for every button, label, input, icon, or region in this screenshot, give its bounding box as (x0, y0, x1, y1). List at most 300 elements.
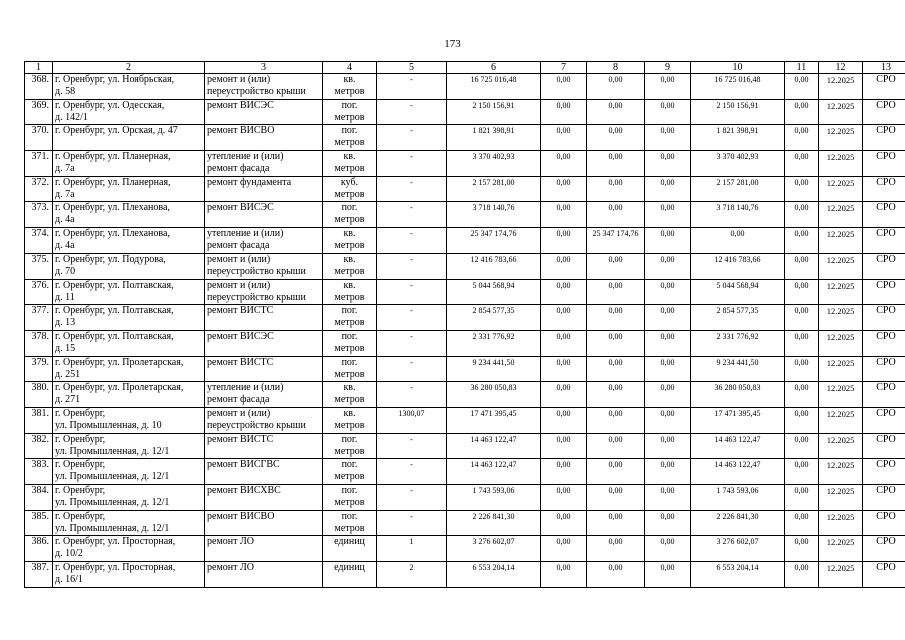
federal-funds-cell (541, 202, 587, 228)
specific-cost-cell-line: 0,00 (794, 357, 809, 367)
unit-cell-line: единиц (334, 562, 365, 574)
total-cost-cell-line: 3 370 402,93 (472, 152, 515, 162)
local-funds-cell-line: 0,00 (660, 254, 675, 264)
work-type-cell-line: переустройство крыши (207, 291, 306, 303)
address-cell-line: ул. Промышленная, д. 12/1 (55, 522, 170, 534)
address-cell-line: г. Оренбург, ул. Полтавская, (55, 279, 174, 291)
row-number-cell-line: 384. (31, 485, 49, 496)
federal-funds-cell-line: 0,00 (556, 229, 571, 239)
unit-cell-line: метров (334, 214, 365, 226)
total-cost-cell (447, 536, 541, 562)
table-row (25, 99, 905, 125)
address-cell (53, 151, 205, 177)
local-funds-cell-line: 0,00 (660, 383, 675, 393)
method-cell (863, 562, 905, 588)
federal-funds-cell-line: 0,00 (556, 254, 571, 264)
quantity-cell (377, 382, 447, 408)
table-row (25, 228, 905, 254)
deadline-cell-line: 12.2025 (826, 357, 855, 368)
method-cell (863, 74, 905, 100)
regional-funds-cell-line: 0,00 (608, 177, 623, 187)
owner-funds-cell (691, 459, 785, 485)
unit-cell-line: метров (334, 240, 365, 252)
row-number-cell (25, 125, 53, 151)
unit-cell-line: метров (334, 137, 365, 149)
unit-cell (323, 125, 377, 151)
method-cell (863, 125, 905, 151)
total-cost-cell (447, 382, 541, 408)
address-cell (53, 305, 205, 331)
address-cell-line: г. Оренбург, ул. Плеханова, (55, 228, 170, 240)
owner-funds-cell-line: 3 718 140,76 (716, 203, 759, 213)
table-row (25, 510, 905, 536)
specific-cost-cell (785, 433, 819, 459)
total-cost-cell (447, 228, 541, 254)
local-funds-cell-line: 0,00 (660, 126, 675, 136)
row-number-cell (25, 330, 53, 356)
regional-funds-cell-line: 0,00 (608, 75, 623, 84)
local-funds-cell (645, 459, 691, 485)
federal-funds-cell-line: 0,00 (556, 486, 571, 495)
regional-funds-cell (587, 279, 645, 305)
address-cell-line: д. 7а (55, 188, 75, 200)
specific-cost-cell-line: 0,00 (794, 229, 809, 239)
federal-funds-cell-line: 0,00 (556, 126, 571, 136)
specific-cost-cell-line: 0,00 (794, 408, 809, 418)
method-cell-line: СРО (876, 228, 896, 240)
quantity-cell (377, 485, 447, 511)
total-cost-cell (447, 151, 541, 177)
unit-cell-line: кв. (343, 279, 356, 291)
quantity-cell-line: - (410, 306, 413, 316)
owner-funds-cell-line: 14 463 122,47 (714, 460, 761, 470)
owner-funds-cell-line: 36 280 050,83 (714, 383, 761, 393)
federal-funds-cell (541, 382, 587, 408)
method-cell (863, 305, 905, 331)
row-number-cell-line: 369. (31, 99, 49, 111)
row-number-cell-line: 372. (31, 176, 49, 188)
specific-cost-cell (785, 485, 819, 511)
owner-funds-cell-line: 1 821 398,91 (716, 126, 759, 136)
federal-funds-cell (541, 279, 587, 305)
row-number-cell-line: 383. (31, 459, 49, 471)
deadline-cell-line: 12.2025 (826, 331, 855, 342)
specific-cost-cell-line: 0,00 (794, 563, 809, 573)
federal-funds-cell-line: 0,00 (556, 100, 571, 110)
row-number-cell (25, 253, 53, 279)
work-type-cell (205, 279, 323, 305)
owner-funds-cell (691, 74, 785, 100)
local-funds-cell (645, 253, 691, 279)
unit-cell (323, 433, 377, 459)
method-cell-line: СРО (876, 99, 896, 111)
address-cell (53, 407, 205, 433)
total-cost-cell (447, 510, 541, 536)
unit-cell (323, 202, 377, 228)
work-type-cell (205, 202, 323, 228)
deadline-cell (819, 459, 863, 485)
federal-funds-cell (541, 356, 587, 382)
registry-table (24, 61, 905, 588)
owner-funds-cell (691, 305, 785, 331)
total-cost-cell-line: 36 280 050,83 (470, 383, 517, 393)
local-funds-cell (645, 228, 691, 254)
federal-funds-cell-line: 0,00 (556, 511, 571, 521)
deadline-cell (819, 279, 863, 305)
regional-funds-cell (587, 536, 645, 562)
row-number-cell-line: 377. (31, 305, 49, 317)
quantity-cell-line: - (410, 203, 413, 213)
table-row (25, 459, 905, 485)
federal-funds-cell (541, 125, 587, 151)
unit-cell-line: пог. (341, 125, 358, 137)
table-row (25, 253, 905, 279)
quantity-cell-line: - (410, 152, 413, 162)
deadline-cell-line: 12.2025 (826, 229, 855, 240)
address-cell (53, 202, 205, 228)
row-number-cell (25, 356, 53, 382)
row-number-cell (25, 407, 53, 433)
row-number-cell (25, 459, 53, 485)
work-type-cell-line: ремонт и (или) (207, 279, 271, 291)
work-type-cell (205, 305, 323, 331)
quantity-cell (377, 125, 447, 151)
unit-cell (323, 562, 377, 588)
local-funds-cell (645, 176, 691, 202)
regional-funds-cell-line: 0,00 (608, 537, 623, 547)
column-header: 7 (541, 62, 587, 74)
row-number-cell (25, 74, 53, 100)
quantity-cell-line: - (410, 254, 413, 264)
work-type-cell (205, 176, 323, 202)
column-header: 4 (323, 62, 377, 74)
specific-cost-cell-line: 0,00 (794, 486, 809, 495)
address-cell-line: г. Оренбург, (55, 459, 106, 471)
method-cell (863, 407, 905, 433)
owner-funds-cell-line: 6 553 204,14 (716, 563, 759, 573)
row-number-cell-line: 373. (31, 202, 49, 214)
deadline-cell-line: 12.2025 (826, 75, 855, 85)
work-type-cell-line: ремонт ВИСЭС (207, 330, 274, 342)
regional-funds-cell-line: 0,00 (608, 511, 623, 521)
federal-funds-cell (541, 176, 587, 202)
unit-cell (323, 176, 377, 202)
unit-cell-line: единиц (334, 536, 365, 548)
method-cell (863, 433, 905, 459)
local-funds-cell-line: 0,00 (660, 306, 675, 316)
work-type-cell (205, 459, 323, 485)
regional-funds-cell-line: 0,00 (608, 408, 623, 418)
federal-funds-cell (541, 536, 587, 562)
column-header: 10 (691, 62, 785, 74)
total-cost-cell (447, 433, 541, 459)
local-funds-cell (645, 202, 691, 228)
row-number-cell (25, 536, 53, 562)
work-type-cell-line: ремонт и (или) (207, 74, 271, 85)
unit-cell-line: пог. (341, 99, 358, 111)
row-number-cell-line: 371. (31, 151, 49, 163)
table-row (25, 330, 905, 356)
deadline-cell (819, 356, 863, 382)
method-cell-line: СРО (876, 433, 896, 445)
total-cost-cell-line: 16 725 016,48 (470, 75, 517, 84)
total-cost-cell (447, 279, 541, 305)
method-cell-line: СРО (876, 74, 896, 85)
method-cell-line: СРО (876, 356, 896, 368)
method-cell (863, 330, 905, 356)
federal-funds-cell-line: 0,00 (556, 152, 571, 162)
specific-cost-cell (785, 99, 819, 125)
row-number-cell (25, 279, 53, 305)
unit-cell (323, 356, 377, 382)
deadline-cell (819, 176, 863, 202)
method-cell-line: СРО (876, 536, 896, 548)
quantity-cell (377, 176, 447, 202)
row-number-cell (25, 305, 53, 331)
row-number-cell (25, 202, 53, 228)
owner-funds-cell (691, 562, 785, 588)
quantity-cell (377, 74, 447, 100)
local-funds-cell-line: 0,00 (660, 75, 675, 84)
method-cell-line: СРО (876, 485, 896, 496)
specific-cost-cell (785, 125, 819, 151)
owner-funds-cell-line: 2 157 281,00 (716, 177, 759, 187)
regional-funds-cell (587, 99, 645, 125)
table-row (25, 74, 905, 100)
unit-cell (323, 279, 377, 305)
quantity-cell-line: - (410, 511, 413, 521)
deadline-cell-line: 12.2025 (826, 486, 855, 496)
address-cell (53, 253, 205, 279)
total-cost-cell (447, 459, 541, 485)
federal-funds-cell-line: 0,00 (556, 357, 571, 367)
unit-cell-line: пог. (341, 330, 358, 342)
column-number-row (25, 62, 905, 74)
local-funds-cell (645, 510, 691, 536)
row-number-cell-line: 386. (31, 536, 49, 548)
work-type-cell (205, 433, 323, 459)
regional-funds-cell (587, 510, 645, 536)
local-funds-cell (645, 74, 691, 100)
owner-funds-cell-line: 2 854 577,35 (716, 306, 759, 316)
federal-funds-cell (541, 151, 587, 177)
address-cell-line: д. 15 (55, 342, 76, 354)
method-cell (863, 99, 905, 125)
row-number-cell (25, 510, 53, 536)
quantity-cell (377, 510, 447, 536)
deadline-cell-line: 12.2025 (826, 126, 855, 137)
address-cell (53, 125, 205, 151)
federal-funds-cell (541, 253, 587, 279)
unit-cell-line: метров (334, 86, 365, 97)
federal-funds-cell-line: 0,00 (556, 383, 571, 393)
regional-funds-cell (587, 151, 645, 177)
local-funds-cell-line: 0,00 (660, 486, 675, 495)
work-type-cell (205, 485, 323, 511)
unit-cell-line: кв. (343, 74, 356, 85)
owner-funds-cell-line: 0,00 (730, 229, 745, 239)
total-cost-cell (447, 74, 541, 100)
regional-funds-cell (587, 459, 645, 485)
owner-funds-cell (691, 536, 785, 562)
work-type-cell-line: ремонт ВИСЭС (207, 202, 274, 214)
work-type-cell-line: ремонт и (или) (207, 407, 271, 419)
unit-cell-line: пог. (341, 459, 358, 471)
owner-funds-cell-line: 14 463 122,47 (714, 434, 761, 444)
deadline-cell (819, 305, 863, 331)
unit-cell-line: куб. (340, 176, 359, 188)
table-row (25, 279, 905, 305)
address-cell (53, 562, 205, 588)
local-funds-cell (645, 125, 691, 151)
total-cost-cell-line: 3 276 602,07 (472, 537, 515, 547)
work-type-cell-line: ремонт ВИСТС (207, 305, 274, 317)
regional-funds-cell (587, 433, 645, 459)
federal-funds-cell-line: 0,00 (556, 408, 571, 418)
local-funds-cell-line: 0,00 (660, 460, 675, 470)
specific-cost-cell-line: 0,00 (794, 203, 809, 213)
unit-cell-line: пог. (341, 433, 358, 445)
specific-cost-cell-line: 0,00 (794, 100, 809, 110)
regional-funds-cell (587, 253, 645, 279)
owner-funds-cell-line: 2 331 776,92 (716, 331, 759, 341)
total-cost-cell-line: 2 331 776,92 (472, 331, 515, 341)
owner-funds-cell-line: 16 725 016,48 (714, 75, 761, 84)
quantity-cell-line: - (410, 126, 413, 136)
deadline-cell-line: 12.2025 (826, 100, 855, 111)
regional-funds-cell (587, 382, 645, 408)
regional-funds-cell (587, 125, 645, 151)
regional-funds-cell-line: 0,00 (608, 357, 623, 367)
local-funds-cell-line: 0,00 (660, 511, 675, 521)
address-cell-line: г. Оренбург, ул. Подурова, (55, 253, 166, 265)
address-cell-line: ул. Промышленная, д. 12/1 (55, 445, 170, 457)
deadline-cell (819, 562, 863, 588)
work-type-cell-line: ремонт и (или) (207, 253, 271, 265)
specific-cost-cell-line: 0,00 (794, 511, 809, 521)
owner-funds-cell-line: 17 471 395,45 (714, 408, 761, 418)
regional-funds-cell (587, 228, 645, 254)
total-cost-cell (447, 253, 541, 279)
method-cell-line: СРО (876, 253, 896, 265)
federal-funds-cell (541, 330, 587, 356)
deadline-cell-line: 12.2025 (826, 203, 855, 214)
local-funds-cell (645, 407, 691, 433)
method-cell (863, 176, 905, 202)
deadline-cell-line: 12.2025 (826, 511, 855, 522)
column-header: 13 (863, 62, 905, 74)
quantity-cell-line: - (410, 331, 413, 341)
method-cell-line: СРО (876, 510, 896, 522)
federal-funds-cell-line: 0,00 (556, 537, 571, 547)
specific-cost-cell-line: 0,00 (794, 306, 809, 316)
method-cell (863, 228, 905, 254)
specific-cost-cell (785, 330, 819, 356)
address-cell-line: г. Оренбург, ул. Полтавская, (55, 330, 174, 342)
work-type-cell (205, 536, 323, 562)
owner-funds-cell (691, 253, 785, 279)
row-number-cell (25, 485, 53, 511)
quantity-cell (377, 305, 447, 331)
quantity-cell (377, 151, 447, 177)
table-row (25, 382, 905, 408)
local-funds-cell (645, 485, 691, 511)
owner-funds-cell (691, 228, 785, 254)
specific-cost-cell (785, 151, 819, 177)
work-type-cell-line: ремонт ВИСТС (207, 433, 274, 445)
address-cell-line: д. 70 (55, 265, 76, 277)
unit-cell-line: метров (334, 419, 365, 431)
address-cell-line: г. Оренбург, ул. Одесская, (55, 99, 165, 111)
method-cell (863, 151, 905, 177)
unit-cell-line: метров (334, 522, 365, 534)
method-cell (863, 253, 905, 279)
unit-cell (323, 485, 377, 511)
row-number-cell-line: 375. (31, 253, 49, 265)
work-type-cell (205, 562, 323, 588)
method-cell (863, 279, 905, 305)
deadline-cell (819, 253, 863, 279)
quantity-cell (377, 330, 447, 356)
work-type-cell-line: ремонт ВИСВО (207, 125, 275, 137)
local-funds-cell (645, 433, 691, 459)
method-cell-line: СРО (876, 279, 896, 291)
unit-cell (323, 330, 377, 356)
row-number-cell (25, 99, 53, 125)
table-row (25, 562, 905, 588)
owner-funds-cell-line: 12 416 783,66 (714, 254, 761, 264)
work-type-cell (205, 125, 323, 151)
quantity-cell-line: - (410, 383, 413, 393)
row-number-cell-line: 380. (31, 382, 49, 394)
row-number-cell (25, 562, 53, 588)
deadline-cell (819, 433, 863, 459)
column-header: 11 (785, 62, 819, 74)
total-cost-cell-line: 3 718 140,76 (472, 203, 515, 213)
total-cost-cell (447, 330, 541, 356)
work-type-cell-line: ремонт фасада (207, 394, 270, 406)
table-row (25, 356, 905, 382)
address-cell-line: г. Оренбург, ул. Орская, д. 47 (55, 125, 178, 137)
total-cost-cell-line: 25 347 174,76 (470, 229, 517, 239)
local-funds-cell (645, 536, 691, 562)
local-funds-cell-line: 0,00 (660, 177, 675, 187)
method-cell-line: СРО (876, 305, 896, 317)
row-number-cell-line: 382. (31, 433, 49, 445)
method-cell-line: СРО (876, 151, 896, 163)
owner-funds-cell (691, 485, 785, 511)
address-cell (53, 433, 205, 459)
method-cell-line: СРО (876, 330, 896, 342)
regional-funds-cell-line: 0,00 (608, 434, 623, 444)
work-type-cell (205, 330, 323, 356)
deadline-cell (819, 125, 863, 151)
deadline-cell-line: 12.2025 (826, 177, 855, 188)
unit-cell-line: пог. (341, 305, 358, 317)
table-row (25, 202, 905, 228)
specific-cost-cell (785, 510, 819, 536)
address-cell-line: г. Оренбург, (55, 433, 106, 445)
regional-funds-cell (587, 74, 645, 100)
federal-funds-cell (541, 459, 587, 485)
owner-funds-cell (691, 176, 785, 202)
address-cell-line: г. Оренбург, ул. Просторная, (55, 562, 176, 574)
column-header: 5 (377, 62, 447, 74)
local-funds-cell-line: 0,00 (660, 229, 675, 239)
row-number-cell (25, 382, 53, 408)
address-cell-line: д. 10/2 (55, 548, 83, 560)
owner-funds-cell-line: 5 044 568,94 (716, 280, 759, 290)
